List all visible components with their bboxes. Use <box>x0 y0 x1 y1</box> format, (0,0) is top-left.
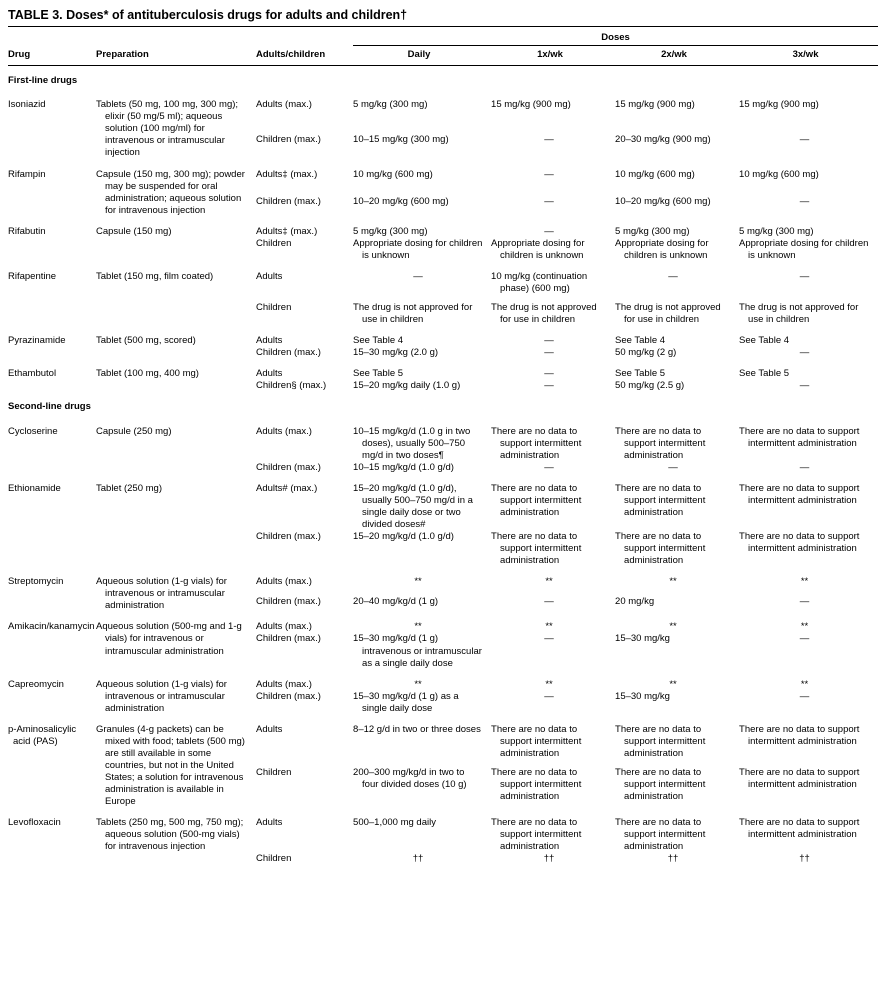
age-group: Adults (max.) <box>256 621 312 633</box>
col-header-2x-wk: 2x/wk <box>615 46 739 66</box>
dose-cell: — <box>799 380 810 392</box>
col-header-1x-wk: 1x/wk <box>491 46 615 66</box>
dose-cell: The drug is not approved for use in children <box>491 302 597 326</box>
drug-preparation: Capsule (150 mg) <box>96 225 172 237</box>
dose-cell: †† <box>799 853 810 865</box>
header-spacer <box>8 27 353 46</box>
dose-cell: — <box>799 270 810 282</box>
dose-cell: There are no data to support intermittent administration <box>491 817 582 853</box>
dose-cell: — <box>799 461 810 473</box>
age-group: Children <box>256 302 292 314</box>
section-header: First-line drugs <box>8 75 78 87</box>
dose-cell: — <box>544 461 554 473</box>
dose-cell: See Table 4 <box>739 335 790 347</box>
dose-cell: Appropriate dosing for children is unknown <box>491 237 585 261</box>
dose-cell: There are no data to support intermittent administration <box>491 482 582 518</box>
age-group: Children <box>256 766 292 778</box>
drug-name: Isoniazid <box>8 99 46 111</box>
drug-preparation: Tablet (250 mg) <box>96 482 163 494</box>
dose-cell: The drug is not approved for use in children <box>615 302 721 326</box>
dose-cell: — <box>544 368 554 380</box>
age-group: Children (max.) <box>256 347 321 359</box>
drug-name: Ethambutol <box>8 368 57 380</box>
drug-name: Pyrazinamide <box>8 335 66 347</box>
age-group: Adults (max.) <box>256 99 312 111</box>
dose-cell: ** <box>800 621 809 633</box>
dose-cell: ** <box>669 576 677 588</box>
age-group: Children <box>256 237 292 249</box>
section-header: Second-line drugs <box>8 401 91 413</box>
dose-cell: 5 mg/kg (300 mg) <box>353 99 428 111</box>
drug-name: Capreomycin <box>8 678 64 690</box>
dose-cell: 20 mg/kg <box>615 595 655 607</box>
dose-cell: There are no data to support intermittent administration <box>615 531 706 567</box>
dose-cell: There are no data to support intermittent administration <box>615 766 706 802</box>
dose-cell: There are no data to support intermittent administration <box>491 766 582 802</box>
drug-name: p-Aminosalicylic acid (PAS) <box>8 723 77 747</box>
drug-name: Ethionamide <box>8 482 61 494</box>
dose-cell: — <box>544 347 554 359</box>
drug-name: Rifapentine <box>8 270 57 282</box>
dose-cell: ** <box>545 576 553 588</box>
dose-cell: †† <box>667 853 679 865</box>
dose-cell: ** <box>414 576 422 588</box>
dose-cell: — <box>668 461 678 473</box>
dose-cell: 10 mg/kg (600 mg) <box>615 168 695 180</box>
dose-cell: 50 mg/kg (2 g) <box>615 347 677 359</box>
dose-cell: 10 mg/kg (600 mg) <box>739 168 819 180</box>
dose-cell: There are no data to support intermittent administration <box>491 723 582 759</box>
dose-cell: There are no data to support intermittent administration <box>739 425 860 449</box>
dose-cell: 15–30 mg/kg/d (1 g) intravenous or intramuscular as a single daily dose <box>353 633 482 669</box>
dose-cell: Appropriate dosing for children is unknown <box>739 237 869 261</box>
dose-cell: ** <box>414 621 422 633</box>
dose-cell: ** <box>669 678 677 690</box>
age-group: Adults (max.) <box>256 425 312 437</box>
drug-name: Cycloserine <box>8 425 58 437</box>
drug-preparation: Tablets (250 mg, 500 mg, 750 mg); aqueous solution (500-mg vials) for intravenous injection <box>96 817 244 853</box>
dose-cell: There are no data to support intermittent administration <box>739 817 860 841</box>
dose-cell: See Table 5 <box>353 368 404 380</box>
dose-cell: The drug is not approved for use in children <box>739 302 859 326</box>
doses-table <box>8 27 878 866</box>
dose-cell: †† <box>412 853 424 865</box>
dose-cell: There are no data to support intermittent administration <box>615 723 706 759</box>
dose-cell: 20–40 mg/kg/d (1 g) <box>353 595 439 607</box>
drug-preparation: Granules (4-g packets) can be mixed with food; tablets (500 mg) are still available in some countries, but not in the United States; a solution for intravenous administration is available in Europe <box>96 723 245 808</box>
dose-cell: There are no data to support intermittent administration <box>739 531 860 555</box>
dose-cell: ** <box>800 576 809 588</box>
dose-cell: — <box>799 347 810 359</box>
age-group: Adults <box>256 335 283 347</box>
drug-name: Rifabutin <box>8 225 46 237</box>
col-header-drug: Drug <box>8 46 96 66</box>
col-header-adults-children: Adults/children <box>256 46 353 66</box>
drug-preparation: Capsule (150 mg, 300 mg); powder may be suspended for oral administration; aqueous solution for intravenous injection <box>96 168 245 216</box>
dose-cell: 500–1,000 mg daily <box>353 817 436 829</box>
dose-cell: There are no data to support intermittent administration <box>739 723 860 747</box>
drug-name: Levofloxacin <box>8 817 61 829</box>
dose-cell: 15 mg/kg (900 mg) <box>615 99 695 111</box>
age-group: Adults <box>256 817 283 829</box>
age-group: Children (max.) <box>256 595 321 607</box>
drug-preparation: Tablet (100 mg, 400 mg) <box>96 368 199 380</box>
age-group: Children (max.) <box>256 195 321 207</box>
age-group: Adults <box>256 270 283 282</box>
drug-preparation: Capsule (250 mg) <box>96 425 172 437</box>
doses-group-header: Doses <box>353 27 878 46</box>
age-group: Children§ (max.) <box>256 380 327 392</box>
age-group: Adults <box>256 368 283 380</box>
age-group: Adults (max.) <box>256 576 312 588</box>
dose-cell: 10–15 mg/kg (300 mg) <box>353 134 449 146</box>
dose-cell: — <box>544 168 554 180</box>
age-group: Children (max.) <box>256 690 321 702</box>
drug-name: Rifampin <box>8 168 46 180</box>
dose-cell: ** <box>414 678 422 690</box>
dose-cell: There are no data to support intermittent administration <box>615 482 706 518</box>
dose-cell: — <box>544 134 554 146</box>
dose-cell: 15–30 mg/kg/d (1 g) as a single daily dose <box>353 690 459 714</box>
dose-cell: — <box>544 633 554 645</box>
dose-cell: — <box>799 195 810 207</box>
dose-cell: 15 mg/kg (900 mg) <box>739 99 819 111</box>
dose-cell: 10 mg/kg (continuation phase) (600 mg) <box>491 270 588 294</box>
age-group: Children (max.) <box>256 633 321 645</box>
dose-cell: 15–20 mg/kg/d (1.0 g/d), usually 500–750 mg/d in a single daily dose or two divided doses# <box>353 482 473 530</box>
dose-cell: — <box>799 690 810 702</box>
dose-cell: 20–30 mg/kg (900 mg) <box>615 134 711 146</box>
dose-cell: — <box>544 335 554 347</box>
age-group: Adults (max.) <box>256 678 312 690</box>
dose-cell: 50 mg/kg (2.5 g) <box>615 380 685 392</box>
dose-cell: 5 mg/kg (300 mg) <box>739 225 814 237</box>
dose-cell: 15–30 mg/kg (2.0 g) <box>353 347 439 359</box>
dose-cell: See Table 4 <box>615 335 666 347</box>
dose-cell: — <box>799 134 810 146</box>
dose-cell: 10 mg/kg (600 mg) <box>353 168 433 180</box>
dose-cell: 15 mg/kg (900 mg) <box>491 99 571 111</box>
dose-cell: See Table 5 <box>615 368 666 380</box>
age-group: Children (max.) <box>256 461 321 473</box>
dose-cell: — <box>544 690 554 702</box>
drug-preparation: Aqueous solution (1-g vials) for intravenous or intramuscular administration <box>96 576 227 612</box>
drug-preparation: Tablets (50 mg, 100 mg, 300 mg); elixir (50 mg/5 ml); aqueous solution (100 mg/ml) for intravenous or intramuscular injection <box>96 99 239 159</box>
age-group: Adults‡ (max.) <box>256 168 318 180</box>
dose-cell: 15–20 mg/kg/d (1.0 g/d) <box>353 531 454 542</box>
age-group: Adults <box>256 723 283 735</box>
dose-cell: There are no data to support intermittent administration <box>615 425 706 461</box>
col-header-3x-wk: 3x/wk <box>739 46 878 66</box>
drug-preparation: Aqueous solution (500-mg and 1-g vials) for intravenous or intramuscular administration <box>96 621 242 657</box>
table-title: TABLE 3. Doses* of antituberculosis drugs for adults and children† <box>8 6 878 27</box>
dose-cell: ** <box>669 621 677 633</box>
dose-cell: — <box>544 380 554 392</box>
dose-cell: There are no data to support intermittent administration <box>739 482 860 506</box>
age-group: Adults# (max.) <box>256 482 318 494</box>
dose-cell: 15–20 mg/kg daily (1.0 g) <box>353 380 461 392</box>
dose-cell: ** <box>545 678 553 690</box>
drug-preparation: Tablet (150 mg, film coated) <box>96 270 214 282</box>
col-header-daily: Daily <box>353 46 491 66</box>
drug-preparation: Aqueous solution (1-g vials) for intravenous or intramuscular administration <box>96 678 227 714</box>
dose-cell: ** <box>545 621 553 633</box>
table-body <box>8 66 878 866</box>
dose-cell: There are no data to support intermittent administration <box>615 817 706 853</box>
dose-cell: Appropriate dosing for children is unknown <box>353 237 483 261</box>
drug-name: Amikacin/kanamycin <box>8 621 95 633</box>
dose-cell: There are no data to support intermittent administration <box>739 766 860 790</box>
dose-cell: See Table 4 <box>353 335 404 347</box>
table-header <box>8 27 878 66</box>
dose-cell: — <box>544 595 554 607</box>
dose-cell: ** <box>800 678 809 690</box>
drug-name: Streptomycin <box>8 576 64 588</box>
dose-cell: — <box>413 270 423 282</box>
dose-cell: — <box>799 633 810 645</box>
dose-cell: 15–30 mg/kg <box>615 690 670 702</box>
dose-cell: There are no data to support intermittent administration <box>491 425 582 461</box>
dose-cell: 10–15 mg/kg/d (1.0 g/d) <box>353 461 454 473</box>
dose-cell: 5 mg/kg (300 mg) <box>353 225 428 237</box>
dose-cell: †† <box>543 853 555 865</box>
drug-preparation: Tablet (500 mg, scored) <box>96 335 196 347</box>
age-group: Children (max.) <box>256 134 321 146</box>
age-group: Children (max.) <box>256 531 321 542</box>
age-group: Adults‡ (max.) <box>256 225 318 237</box>
dose-cell: 200–300 mg/kg/d in two to four divided doses (10 g) <box>353 766 467 790</box>
col-header-preparation: Preparation <box>96 46 256 66</box>
dose-cell: 5 mg/kg (300 mg) <box>615 225 690 237</box>
dose-cell: 10–20 mg/kg (600 mg) <box>353 195 449 207</box>
dose-cell: 8–12 g/d in two or three doses <box>353 723 481 735</box>
dose-cell: Appropriate dosing for children is unknown <box>615 237 709 261</box>
dose-cell: 10–20 mg/kg (600 mg) <box>615 195 711 207</box>
dose-cell: See Table 5 <box>739 368 790 380</box>
dose-cell: There are no data to support intermittent administration <box>491 531 582 567</box>
dose-cell: — <box>544 225 554 237</box>
dose-cell: The drug is not approved for use in children <box>353 302 473 326</box>
dose-cell: — <box>799 595 810 607</box>
dose-cell: — <box>544 195 554 207</box>
dose-cell: 15–30 mg/kg <box>615 633 670 645</box>
age-group: Children <box>256 853 292 865</box>
dose-cell: 10–15 mg/kg/d (1.0 g in two doses), usually 500–750 mg/d in two doses¶ <box>353 425 471 461</box>
dose-cell: — <box>668 270 678 282</box>
